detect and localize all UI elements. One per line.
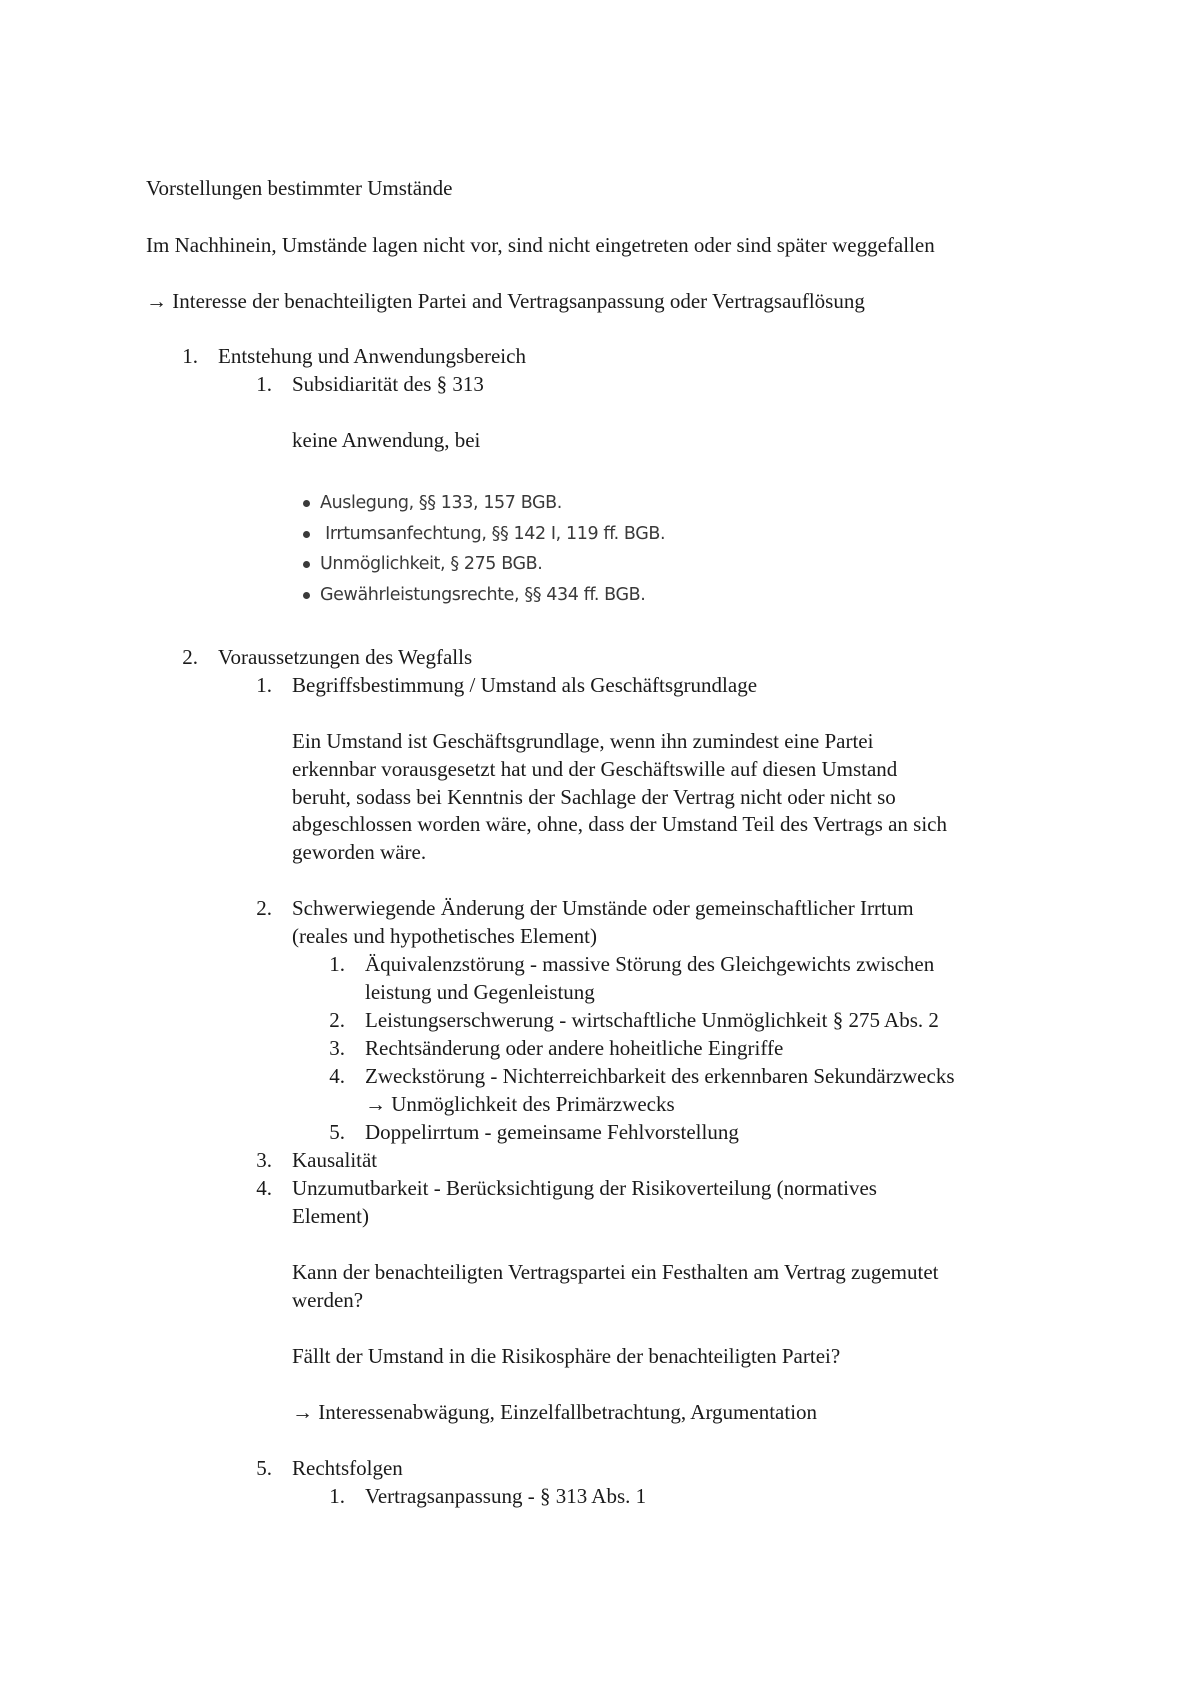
section-2-3-number: 3. bbox=[256, 1148, 272, 1172]
question-line: Kann der benachteiligten Vertragspartei ein Festhalten am Vertrag zugemutet bbox=[292, 1260, 939, 1284]
section-1-heading: Entstehung und Anwendungsbereich bbox=[218, 344, 526, 368]
arrow-line: → Interesse der benachteiligten Partei and Vertragsanpassung oder Vertragsauflösung bbox=[146, 289, 865, 313]
bullet-item: Unmöglichkeit, § 275 BGB. bbox=[320, 554, 543, 574]
list-item-number: 4. bbox=[329, 1064, 345, 1088]
bullet-icon bbox=[303, 592, 310, 599]
list-item: Leistungserschwerung - wirtschaftliche Unmöglichkeit § 275 Abs. 2 bbox=[365, 1008, 939, 1032]
list-item-cont: → Unmöglichkeit des Primärzwecks bbox=[365, 1092, 675, 1116]
bullet-item: Auslegung, §§ 133, 157 BGB. bbox=[320, 493, 562, 513]
definition-line: geworden wäre. bbox=[292, 840, 427, 864]
document-title: Vorstellungen bestimmter Umstände bbox=[146, 176, 453, 200]
list-item-number: 1. bbox=[329, 1484, 345, 1508]
section-2-1-heading: Begriffsbestimmung / Umstand als Geschäftsgrundlage bbox=[292, 673, 758, 697]
intro-text: Im Nachhinein, Umstände lagen nicht vor, sind nicht eingetreten oder sind später weggefallen bbox=[146, 233, 935, 257]
definition-line: Ein Umstand ist Geschäftsgrundlage, wenn ihn zumindest eine Partei bbox=[292, 729, 874, 753]
section-1-1-number: 1. bbox=[256, 372, 272, 396]
bullet-item: Irrtumsanfechtung, §§ 142 I, 119 ff. BGB. bbox=[320, 524, 666, 544]
list-item: Zweckstörung - Nichterreichbarkeit des erkennbaren Sekundärzwecks bbox=[365, 1064, 955, 1088]
list-item: Rechtsänderung oder andere hoheitliche Eingriffe bbox=[365, 1036, 784, 1060]
definition-line: erkennbar vorausgesetzt hat und der Geschäftswille auf diesen Umstand bbox=[292, 757, 898, 781]
section-2-5-number: 5. bbox=[256, 1456, 272, 1480]
section-2-1-number: 1. bbox=[256, 673, 272, 697]
list-item-number: 3. bbox=[329, 1036, 345, 1060]
section-2-4-heading: Unzumutbarkeit - Berücksichtigung der Risikoverteilung (normatives bbox=[292, 1176, 877, 1200]
list-item-number: 5. bbox=[329, 1120, 345, 1144]
list-item: Äquivalenzstörung - massive Störung des Gleichgewichts zwischen bbox=[365, 952, 935, 976]
list-item-number: 1. bbox=[329, 952, 345, 976]
section-2-2-heading: Schwerwiegende Änderung der Umstände oder gemeinschaftlicher Irrtum bbox=[292, 896, 914, 920]
section-2-2-number: 2. bbox=[256, 896, 272, 920]
definition-line: abgeschlossen worden wäre, ohne, dass der Umstand Teil des Vertrags an sich bbox=[292, 812, 947, 836]
section-2-number: 2. bbox=[182, 645, 198, 669]
question-line-cont: werden? bbox=[292, 1288, 364, 1312]
section-2-5-heading: Rechtsfolgen bbox=[292, 1456, 403, 1480]
question-line: Fällt der Umstand in die Risikosphäre der benachteiligten Partei? bbox=[292, 1344, 841, 1368]
section-2-4-heading-cont: Element) bbox=[292, 1204, 369, 1228]
section-1-number: 1. bbox=[182, 344, 198, 368]
list-item: Doppelirrtum - gemeinsame Fehlvorstellung bbox=[365, 1120, 739, 1144]
bullet-icon bbox=[303, 531, 310, 538]
section-2-2-heading-cont: (reales und hypothetisches Element) bbox=[292, 924, 597, 948]
section-2-4-number: 4. bbox=[256, 1176, 272, 1200]
section-2-heading: Voraussetzungen des Wegfalls bbox=[218, 645, 473, 669]
section-1-1-heading: Subsidiarität des § 313 bbox=[292, 372, 484, 396]
bullet-icon bbox=[303, 561, 310, 568]
bullet-icon bbox=[303, 500, 310, 507]
definition-line: beruht, sodass bei Kenntnis der Sachlage der Vertrag nicht oder nicht so bbox=[292, 785, 896, 809]
bullet-item: Gewährleistungsrechte, §§ 434 ff. BGB. bbox=[320, 585, 646, 605]
list-item-cont: leistung und Gegenleistung bbox=[365, 980, 595, 1004]
conclusion-line: → Interessenabwägung, Einzelfallbetrachtung, Argumentation bbox=[292, 1400, 818, 1424]
list-item-number: 2. bbox=[329, 1008, 345, 1032]
list-item: Vertragsanpassung - § 313 Abs. 1 bbox=[365, 1484, 647, 1508]
section-1-1-text: keine Anwendung, bei bbox=[292, 428, 481, 452]
section-2-3-heading: Kausalität bbox=[292, 1148, 378, 1172]
